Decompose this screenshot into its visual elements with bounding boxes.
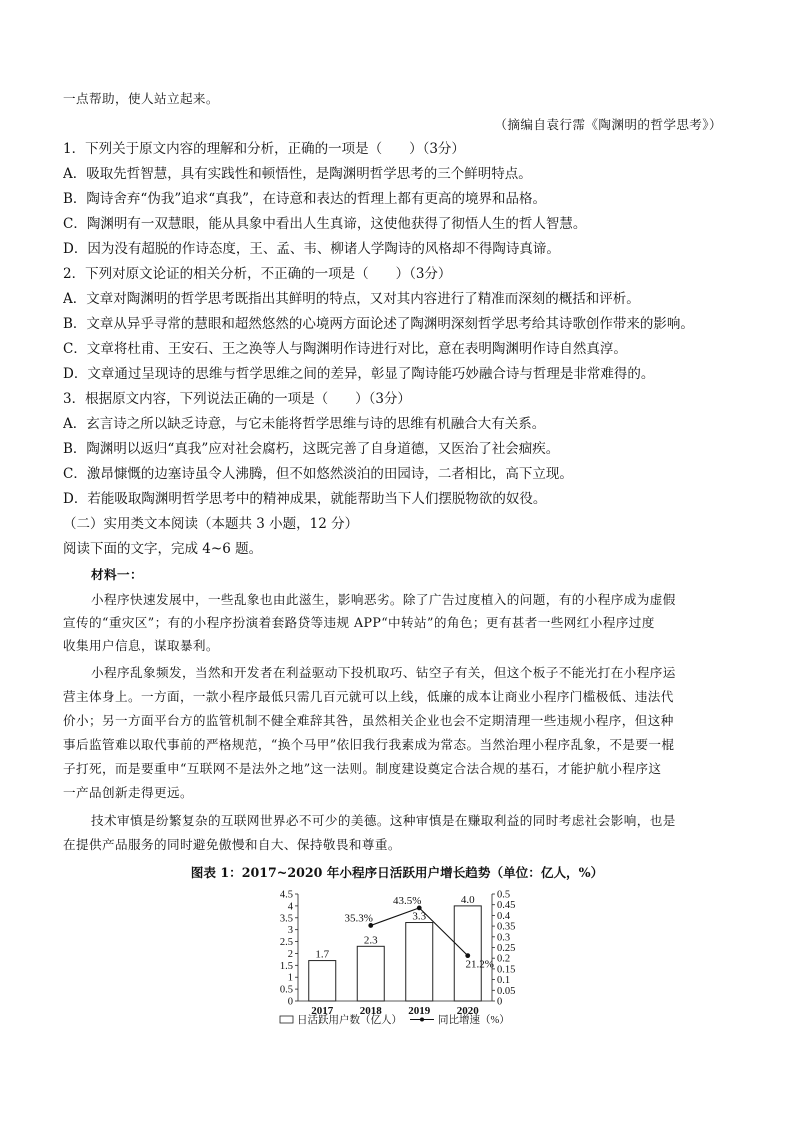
left-tick-label: 1: [287, 972, 293, 984]
growth-value-label: 21.2%: [465, 958, 494, 971]
q2-option-d: D．文章通过呈现诗的思维与哲学思维之间的差异，彰显了陶诗能巧妙融合诗与哲理是非常难得的。: [63, 366, 655, 382]
intro-tail: 一点帮助，使人站立起来。: [63, 91, 219, 106]
right-tick-label: 0.2: [497, 953, 511, 965]
paragraph-1-line: 收集用户信息，谋取暴利。: [63, 638, 219, 653]
paragraph-1-line: 小程序快速发展中，一些乱象也由此滋生，影响恶劣。除了广告过度植入的问题，有的小程序成为虚假: [91, 592, 676, 607]
paragraph-1-line: 宣传的“重灾区”；有的小程序扮演着套路贷等违规 APP“中转站”的角色；更有甚者一些网红小程序过度: [63, 615, 655, 630]
q2-option-c: C．文章将杜甫、王安石、王之涣等人与陶渊明作诗进行对比，意在表明陶渊明作诗自然真淳。: [63, 341, 627, 357]
paragraph-2-line: 事后监管难以取代事前的严格规范，“换个马甲”依旧我行我素成为常态。当然治理小程序乱象，不是要一棍: [63, 737, 675, 752]
q1-option-a: A．吸取先哲智慧，具有实践性和顿悟性，是陶渊明哲学思考的三个鲜明特点。: [63, 166, 532, 182]
reading-instruction: 阅读下面的文字，完成 4~6 题。: [63, 541, 263, 557]
paragraph-3-line: 在提供产品服务的同时避免傲慢和自大、保持敬畏和尊重。: [63, 837, 401, 852]
left-tick-label: 2: [287, 948, 293, 960]
dau-growth-chart: [250, 880, 540, 1032]
x-tick-label: 2017: [311, 1005, 334, 1017]
x-tick-label: 2019: [408, 1005, 431, 1017]
left-tick-label: 0: [287, 996, 293, 1008]
left-tick-label: 3.5: [279, 913, 293, 925]
left-tick-label: 1.5: [279, 960, 293, 972]
q1-stem: 1．下列关于原文内容的理解和分析，正确的一项是（ ）（3分）: [63, 141, 465, 157]
left-tick-label: 4.5: [279, 889, 293, 901]
section-2-title: （二）实用类文本阅读（本题共 3 小题，12 分）: [63, 516, 359, 532]
q1-option-d: D．因为没有超脱的作诗态度，王、孟、韦、柳诸人学陶诗的风格却不得陶诗真谛。: [63, 241, 560, 257]
paragraph-2-line: 小程序乱象频发，当然和开发者在利益驱动下投机取巧、钻空子有关，但这个板子不能光打在小程序运: [91, 665, 676, 680]
bar-value-label: 3.3: [412, 910, 427, 923]
chart-bars: [309, 906, 482, 1001]
q3-option-d: D．若能吸取陶渊明哲学思考中的精神成果，就能帮助当下人们摆脱物欲的奴役。: [63, 491, 547, 507]
source-citation: （摘编自袁行霈《陶渊明的哲学思考》）: [494, 117, 722, 132]
bar-value-label: 2.3: [363, 934, 378, 947]
left-tick-label: 3: [287, 925, 293, 937]
chart-title: 图表 1：2017~2020 年小程序日活跃用户增长趋势（单位：亿人，%）: [190, 865, 604, 880]
bar: [357, 946, 384, 1001]
paragraph-2-line: 价小；另一方面平台方的监管机制不健全难辞其咎，虽然相关企业也会不定期清理一些违规小程序，但这种: [63, 713, 674, 728]
x-tick-label: 2020: [456, 1005, 479, 1017]
legend-line-marker: [420, 1018, 424, 1022]
x-tick-label: 2018: [359, 1005, 382, 1017]
right-tick-label: 0: [497, 996, 503, 1008]
right-tick-label: 0.25: [497, 943, 516, 954]
right-tick-label: 0.15: [497, 964, 516, 976]
bar-value-label: 1.7: [315, 948, 330, 961]
q2-option-a: A．文章对陶渊明的哲学思考既指出其鲜明的特点，又对其内容进行了精准而深刻的概括和评析。: [63, 291, 640, 307]
paragraph-2-line: 子打死，而是要重申“互联网不是法外之地”这一法则。制度建设奠定合法合规的基石，才能护航小程序这: [63, 761, 662, 776]
bar: [406, 923, 433, 1001]
bar-value-label: 4.0: [460, 893, 475, 906]
right-tick-label: 0.5: [497, 889, 511, 901]
right-tick-label: 0.1: [497, 975, 511, 987]
material-1-title: 材料一：: [91, 567, 143, 582]
left-tick-label: 0.5: [279, 984, 293, 996]
legend-bar-swatch: [280, 1016, 293, 1023]
paragraph-3-line: 技术审慎是纷繁复杂的互联网世界必不可少的美德。这种审慎是在赚取利益的同时考虑社会影响，也是: [91, 813, 676, 828]
legend-line-label: 同比增速（%）: [438, 1015, 510, 1026]
chart-legend: [280, 1013, 510, 1026]
paragraph-2-line: 一产品创新走得更远。: [63, 785, 193, 800]
q3-option-b: B．陶渊明以返归“真我”应对社会腐朽，这既完善了自身道德，又医治了社会痼疾。: [63, 441, 560, 457]
growth-value-label: 43.5%: [393, 894, 422, 907]
q3-stem: 3．根据原文内容，下列说法正确的一项是（ ）（3分）: [63, 391, 411, 407]
growth-point: [465, 953, 470, 958]
q1-option-b: B．陶诗舍弃“伪我”追求“真我”，在诗意和表达的哲理上都有更高的境界和品格。: [63, 191, 547, 207]
q2-stem: 2．下列对原文论证的相关分析，不正确的一项是（ ）（3分）: [63, 266, 452, 282]
right-tick-label: 0.3: [497, 932, 511, 944]
right-tick-label: 0.05: [497, 985, 516, 997]
growth-value-label: 35.3%: [344, 912, 373, 925]
q3-option-c: C．激昂慷慨的边塞诗虽令人沸腾，但不如悠然淡泊的田园诗，二者相比，高下立现。: [63, 466, 573, 482]
left-tick-label: 2.5: [279, 937, 293, 949]
bar: [309, 961, 336, 1001]
right-tick-label: 0.45: [497, 900, 516, 912]
q3-option-a: A．玄言诗之所以缺乏诗意，与它未能将哲学思维与诗的思维有机融合大有关系。: [63, 416, 546, 432]
right-tick-label: 0.35: [497, 921, 516, 933]
left-tick-label: 4: [287, 901, 293, 913]
right-tick-label: 0.4: [497, 910, 511, 922]
legend-bar-label: 日活跃用户数（亿人）: [297, 1015, 402, 1026]
q2-option-b: B．文章从异乎寻常的慧眼和超然悠然的心境两方面论述了陶渊明深刻哲学思考给其诗歌创作带来的影响。: [63, 316, 694, 332]
paragraph-2-line: 营主体身上。一方面，一款小程序最低只需几百元就可以上线，低廉的成本让商业小程序门槛极低、违法代: [63, 689, 674, 704]
q1-option-c: C．陶渊明有一双慧眼，能从具象中看出人生真谛，这使他获得了彻悟人生的哲人智慧。: [63, 216, 587, 232]
